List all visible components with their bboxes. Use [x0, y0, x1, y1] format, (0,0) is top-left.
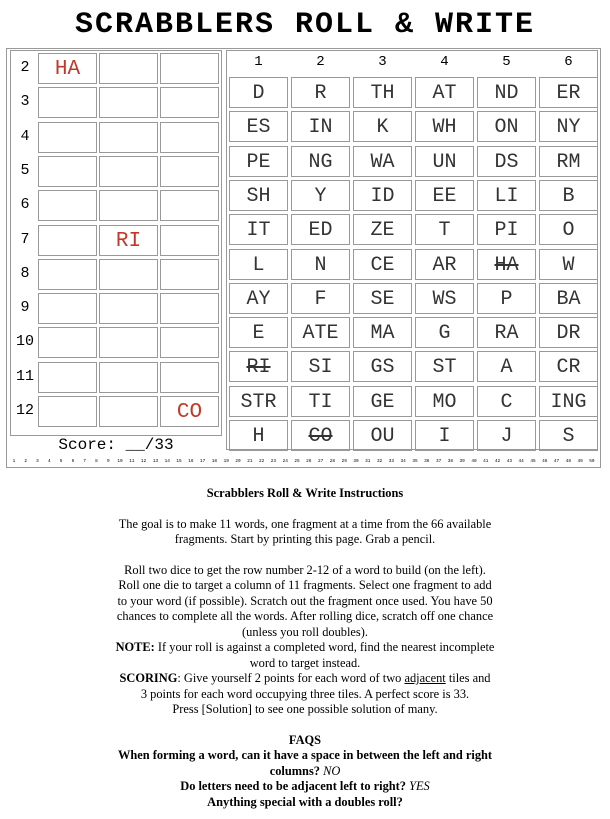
- fragment-tile[interactable]: E: [229, 317, 288, 348]
- word-tile[interactable]: [160, 293, 219, 324]
- column-header: 2: [316, 54, 325, 70]
- chance-number[interactable]: 50: [589, 459, 595, 464]
- word-tile[interactable]: [99, 87, 158, 118]
- fragment-tile[interactable]: I: [415, 420, 474, 451]
- chance-number[interactable]: 14: [164, 459, 170, 464]
- faq-answer-2: YES: [409, 779, 430, 793]
- row-number: 10: [15, 333, 34, 351]
- row-number: 3: [20, 93, 30, 111]
- fragment-tile[interactable]: P: [477, 283, 536, 314]
- word-tile[interactable]: [38, 293, 97, 324]
- fragment-tile[interactable]: ER: [539, 77, 598, 108]
- word-row: [11, 51, 221, 85]
- chance-number[interactable]: 15: [176, 459, 182, 464]
- instructions-goal: The goal is to make 11 words, one fragment at a time from the 66 available fragments. Start by printing this page. Grab a pencil.: [118, 516, 492, 546]
- fragment-tile[interactable]: PE: [229, 146, 288, 177]
- fragment-tile[interactable]: J: [477, 420, 536, 451]
- score-label: Score: __/33: [58, 436, 174, 454]
- chance-number[interactable]: 20: [235, 459, 241, 464]
- word-row: [11, 360, 221, 394]
- word-tile[interactable]: [99, 122, 158, 153]
- word-tile[interactable]: [160, 327, 219, 358]
- instructions: [115, 486, 495, 810]
- word-tile[interactable]: [99, 156, 158, 187]
- column-header: 3: [378, 54, 387, 70]
- row-number: 12: [15, 402, 34, 419]
- word-row: [11, 325, 221, 359]
- row-number: 5: [20, 161, 30, 179]
- solution-text: Press [Solution] to see one possible solution of many.: [172, 702, 438, 716]
- word-tile[interactable]: [38, 87, 97, 118]
- chance-number[interactable]: 35: [412, 459, 418, 464]
- chance-number[interactable]: 38: [447, 459, 454, 464]
- word-tile[interactable]: [160, 156, 219, 187]
- fragment-tile[interactable]: TI: [291, 386, 350, 417]
- rules-text: Roll two dice to get the row number 2-12 of a word to build (on the left). Roll one die to target a column of 11 fragments. Select one fragment to add to your word (if possible). Scratch out the fragment once used. You have 50 chances to complete all the words. After rolling dice, scratch off one chance (unless you roll doubles).: [116, 562, 494, 639]
- word-tile[interactable]: HA: [38, 53, 97, 84]
- fragment-tile[interactable]: AR: [415, 249, 474, 280]
- fragment-tile-used[interactable]: HA: [477, 249, 536, 280]
- fragment-tile[interactable]: NG: [291, 146, 350, 177]
- fragment-tile[interactable]: WS: [415, 283, 474, 314]
- fragment-tile[interactable]: BA: [539, 283, 598, 314]
- word-tile[interactable]: [160, 259, 219, 290]
- fragment-tile[interactable]: SI: [291, 351, 350, 382]
- instructions-rules: [115, 563, 495, 718]
- fragment-tile[interactable]: L: [229, 249, 288, 280]
- chance-number[interactable]: 29: [341, 459, 347, 464]
- chance-number[interactable]: 49: [577, 459, 583, 464]
- chance-number[interactable]: 47: [553, 459, 560, 464]
- word-tile[interactable]: [99, 53, 158, 84]
- word-tile[interactable]: [160, 225, 219, 256]
- chance-number[interactable]: 21: [247, 459, 253, 464]
- fragment-tile-used[interactable]: RI: [229, 351, 288, 382]
- instructions-heading: Scrabblers Roll & Write Instructions: [206, 486, 404, 500]
- fragment-tile[interactable]: MA: [353, 317, 412, 348]
- fragment-tile[interactable]: ATE: [291, 317, 350, 348]
- chance-number[interactable]: 17: [200, 459, 206, 464]
- fragment-tile[interactable]: TH: [353, 77, 412, 108]
- faq-question-1: When forming a word, can it have a space in between the left and right columns?: [117, 748, 493, 778]
- fragment-tile[interactable]: ING: [539, 386, 598, 417]
- note-text: If your roll is against a completed word, find the nearest incomplete word to target instead.: [154, 640, 495, 670]
- word-tile[interactable]: [160, 190, 219, 221]
- fragment-tile[interactable]: MO: [415, 386, 474, 417]
- word-tile[interactable]: [38, 225, 97, 256]
- fragment-tile[interactable]: CE: [353, 249, 412, 280]
- row-number: 6: [20, 196, 30, 214]
- word-tile[interactable]: [99, 362, 158, 393]
- fragment-tile[interactable]: R: [291, 77, 350, 108]
- chance-number[interactable]: 41: [483, 459, 489, 464]
- fragment-tile[interactable]: H: [229, 420, 288, 451]
- chance-number[interactable]: 22: [258, 459, 265, 464]
- fragment-tile[interactable]: S: [539, 420, 598, 451]
- chance-number[interactable]: 5: [59, 459, 63, 464]
- word-row: [11, 291, 221, 325]
- chance-number[interactable]: 16: [188, 459, 194, 464]
- chance-number[interactable]: 34: [400, 459, 406, 464]
- fragment-tile[interactable]: AY: [229, 283, 288, 314]
- column-header: 6: [564, 54, 573, 70]
- chance-number[interactable]: 11: [129, 459, 135, 464]
- faq-question-2: Do letters need to be adjacent left to right?: [180, 779, 410, 793]
- chance-number[interactable]: 23: [270, 459, 277, 464]
- word-row: [11, 223, 221, 257]
- chance-number[interactable]: 36: [424, 459, 430, 464]
- chance-number[interactable]: 31: [365, 459, 371, 464]
- word-tile[interactable]: [38, 396, 97, 427]
- fragment-tile[interactable]: K: [353, 111, 412, 142]
- fragment-tile[interactable]: ED: [291, 214, 350, 245]
- row-number: 8: [20, 264, 30, 282]
- fragment-tile[interactable]: PI: [477, 214, 536, 245]
- fragment-tile[interactable]: ZE: [353, 214, 412, 245]
- fragment-tile[interactable]: WH: [415, 111, 474, 142]
- row-number: 2: [20, 59, 30, 76]
- word-row: [11, 154, 221, 188]
- chance-number[interactable]: 42: [494, 459, 501, 464]
- word-tile[interactable]: [38, 327, 97, 358]
- word-tile[interactable]: [38, 259, 97, 290]
- chance-number[interactable]: 10: [117, 459, 123, 464]
- word-tile[interactable]: [160, 87, 219, 118]
- fragment-tile[interactable]: Y: [291, 180, 350, 211]
- fragment-tile[interactable]: WA: [353, 146, 412, 177]
- fragment-tile[interactable]: IT: [229, 214, 288, 245]
- fragment-tile[interactable]: D: [229, 77, 288, 108]
- fragment-tile[interactable]: B: [539, 180, 598, 211]
- word-row: [11, 188, 221, 222]
- word-tile[interactable]: [160, 122, 219, 153]
- chance-number[interactable]: 12: [141, 459, 147, 464]
- fragment-tile[interactable]: DS: [477, 146, 536, 177]
- chance-number[interactable]: 7: [83, 459, 86, 464]
- scoring-adjacent: adjacent: [404, 671, 446, 685]
- word-row: [11, 257, 221, 291]
- fragment-tile[interactable]: GE: [353, 386, 412, 417]
- chance-number[interactable]: 30: [353, 459, 359, 464]
- chance-number[interactable]: 44: [518, 459, 524, 464]
- fragment-tile[interactable]: F: [291, 283, 350, 314]
- chance-number[interactable]: 26: [306, 459, 312, 464]
- chance-number[interactable]: 9: [106, 459, 110, 464]
- chance-number[interactable]: 4: [47, 459, 51, 464]
- fragment-tile[interactable]: OU: [353, 420, 412, 451]
- word-tile[interactable]: RI: [99, 225, 158, 256]
- word-tile[interactable]: [99, 190, 158, 221]
- fragment-tile[interactable]: AT: [415, 77, 474, 108]
- scoring-text-b: tiles and 3 points for each word occupying three tiles. A perfect score is 33.: [140, 671, 491, 701]
- scoring-label: SCORING: [119, 671, 178, 685]
- note-label: NOTE:: [115, 640, 155, 654]
- chance-number[interactable]: 40: [471, 459, 477, 464]
- chance-number[interactable]: 45: [530, 459, 536, 464]
- word-row: [11, 120, 221, 154]
- fragment-tile-used[interactable]: CO: [291, 420, 350, 451]
- fragment-tile[interactable]: W: [539, 249, 598, 280]
- chance-number[interactable]: 39: [459, 459, 465, 464]
- fragment-tile[interactable]: O: [539, 214, 598, 245]
- word-tile[interactable]: [99, 327, 158, 358]
- chance-number[interactable]: 2: [24, 459, 28, 464]
- fragment-tile[interactable]: ES: [229, 111, 288, 142]
- word-tile[interactable]: [99, 293, 158, 324]
- fragment-tile[interactable]: DR: [539, 317, 598, 348]
- fragment-tile[interactable]: C: [477, 386, 536, 417]
- row-number: 4: [20, 127, 30, 145]
- chance-number[interactable]: 24: [282, 459, 288, 464]
- chance-number[interactable]: 27: [317, 459, 324, 464]
- word-tile[interactable]: [160, 53, 219, 84]
- chance-number[interactable]: 33: [388, 459, 395, 464]
- fragment-tile[interactable]: GS: [353, 351, 412, 382]
- fragment-tile[interactable]: SE: [353, 283, 412, 314]
- faqs-section: [115, 733, 495, 811]
- fragment-tile[interactable]: CR: [539, 351, 598, 382]
- fragment-grid: [226, 50, 598, 450]
- chance-number[interactable]: 43: [506, 459, 512, 464]
- fragment-tile[interactable]: RM: [539, 146, 598, 177]
- word-tile[interactable]: [99, 259, 158, 290]
- word-row: [11, 85, 221, 119]
- word-tile[interactable]: [38, 156, 97, 187]
- scoring-text-a: : Give yourself 2 points for each word of two: [177, 671, 405, 685]
- fragment-tile[interactable]: G: [415, 317, 474, 348]
- chance-number[interactable]: 18: [211, 459, 218, 464]
- faq-question-3: Anything special with a doubles roll?: [207, 794, 403, 809]
- fragment-tile[interactable]: T: [415, 214, 474, 245]
- chances-tracker: [8, 459, 600, 467]
- chance-number[interactable]: 8: [95, 459, 98, 464]
- chance-number[interactable]: 28: [329, 459, 336, 464]
- word-tile[interactable]: [38, 190, 97, 221]
- chance-number[interactable]: 46: [542, 459, 548, 464]
- faqs-heading: FAQS: [288, 732, 322, 747]
- fragment-tile[interactable]: A: [477, 351, 536, 382]
- fragment-tile[interactable]: LI: [477, 180, 536, 211]
- chance-number[interactable]: 37: [435, 459, 442, 464]
- page-title: SCRABBLERS ROLL & WRITE: [74, 8, 536, 42]
- word-tile[interactable]: [38, 122, 97, 153]
- fragment-tile[interactable]: IN: [291, 111, 350, 142]
- chance-number[interactable]: 1: [12, 459, 16, 464]
- fragment-tile[interactable]: EE: [415, 180, 474, 211]
- fragment-tile[interactable]: N: [291, 249, 350, 280]
- column-header: 5: [502, 54, 511, 70]
- chance-number[interactable]: 13: [152, 459, 159, 464]
- fragment-tile[interactable]: NY: [539, 111, 598, 142]
- fragment-tile[interactable]: ST: [415, 351, 474, 382]
- faq-answer-1: NO: [323, 763, 341, 778]
- word-tile[interactable]: [38, 362, 97, 393]
- chance-number[interactable]: 3: [36, 459, 39, 464]
- word-tile[interactable]: [99, 396, 158, 427]
- fragment-tile[interactable]: ND: [477, 77, 536, 108]
- fragment-tile[interactable]: STR: [229, 386, 288, 417]
- fragment-tile[interactable]: ID: [353, 180, 412, 211]
- chance-number[interactable]: 25: [294, 459, 300, 464]
- fragment-tile[interactable]: SH: [229, 180, 288, 211]
- word-row: [11, 394, 221, 428]
- chance-number[interactable]: 6: [71, 459, 75, 464]
- row-number: 11: [15, 367, 34, 385]
- word-grid: [10, 50, 222, 436]
- fragment-tile[interactable]: UN: [415, 146, 474, 177]
- row-number: 9: [20, 299, 30, 317]
- fragment-tile[interactable]: ON: [477, 111, 536, 142]
- fragment-tile[interactable]: RA: [477, 317, 536, 348]
- word-tile[interactable]: [160, 362, 219, 393]
- chance-number[interactable]: 19: [223, 459, 229, 464]
- row-number: 7: [20, 230, 30, 248]
- column-header: 4: [440, 54, 449, 70]
- column-header: 1: [254, 54, 263, 70]
- word-tile[interactable]: CO: [160, 396, 219, 427]
- chance-number[interactable]: 48: [565, 459, 571, 464]
- chance-number[interactable]: 32: [376, 459, 383, 464]
